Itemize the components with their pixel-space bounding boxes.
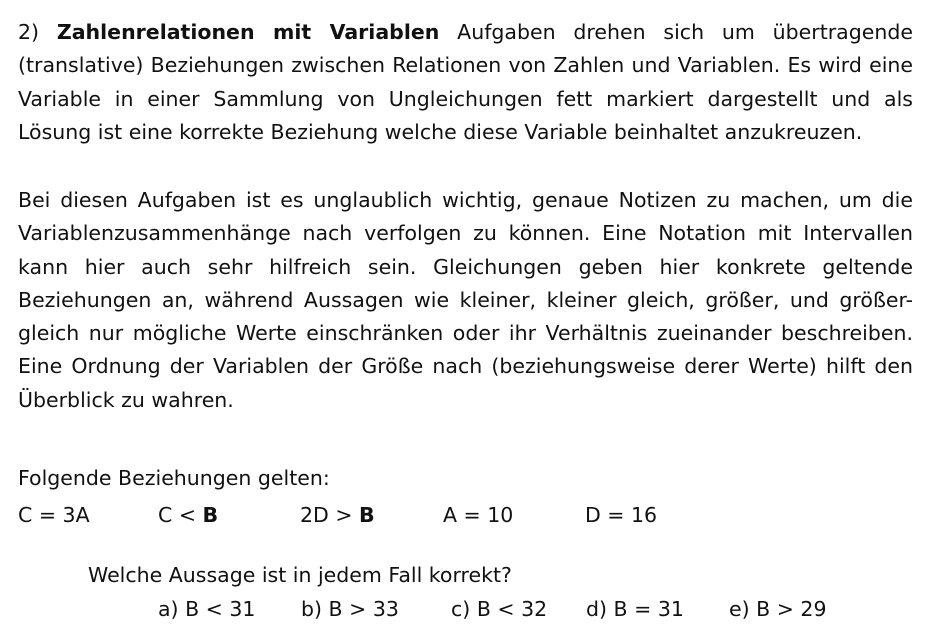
relations-heading: Folgende Beziehungen gelten:: [18, 466, 330, 490]
answer-option-e[interactable]: [729, 595, 827, 623]
answer-option-b[interactable]: [301, 595, 399, 623]
notes-text: Bei diesen Aufgaben ist es unglaublich wichtig, genaue Notizen zu machen, um die Variablenzusammenhänge nach verfolgen zu können. Eine Notation mit Intervallen kann hier auch sehr hilfreich sein. Gleichungen geben hier konkrete geltende Beziehungen an, während Aussagen wie kleiner, kleiner gleich, größer, und größer-gleich nur mögliche Werte einschränken oder ihr Verhältnis zueinander beschreiben. Eine Ordnung der Variablen der Größe nach (beziehungsweise derer Werte) hilft den Überblick zu wahren.: [18, 188, 913, 412]
relation-item: 2D > B: [300, 503, 375, 527]
option-letter: e): [729, 597, 750, 621]
relation-item: D = 16: [585, 503, 658, 527]
notes-paragraph: [18, 184, 913, 417]
relation-item: C = 3A: [18, 503, 90, 527]
task-number: 2): [18, 20, 40, 44]
intro-text: Aufgaben drehen sich um übertragende (translative) Beziehungen zwischen Relationen von Zahlen und Variablen. Es wird eine Variable in einer Sammlung von Ungleichungen fett markiert dargestellt und als Lösung ist eine korrekte Beziehung welche diese Variable beinhaltet anzukreuzen.: [18, 20, 913, 144]
option-letter: a): [158, 597, 179, 621]
answer-option-c[interactable]: [451, 595, 547, 623]
option-text: B < 32: [476, 597, 548, 621]
intro-paragraph: [18, 16, 913, 149]
option-text: B < 31: [185, 597, 256, 621]
answer-option-d[interactable]: [586, 595, 684, 623]
relation-item: A = 10: [443, 503, 514, 527]
option-letter: d): [586, 597, 608, 621]
option-text: B > 33: [328, 597, 399, 621]
option-text: B > 29: [756, 597, 827, 621]
option-letter: b): [301, 597, 323, 621]
question-prompt: Welche Aussage ist in jedem Fall korrekt?: [88, 563, 512, 587]
option-letter: c): [451, 597, 471, 621]
answer-option-a[interactable]: [158, 595, 255, 623]
bold-variable: B: [202, 503, 219, 527]
bold-variable: B: [359, 503, 375, 527]
option-text: B = 31: [613, 597, 684, 621]
task-title: Zahlenrelationen mit Variablen: [56, 20, 440, 44]
relation-item: C < B: [158, 503, 219, 527]
